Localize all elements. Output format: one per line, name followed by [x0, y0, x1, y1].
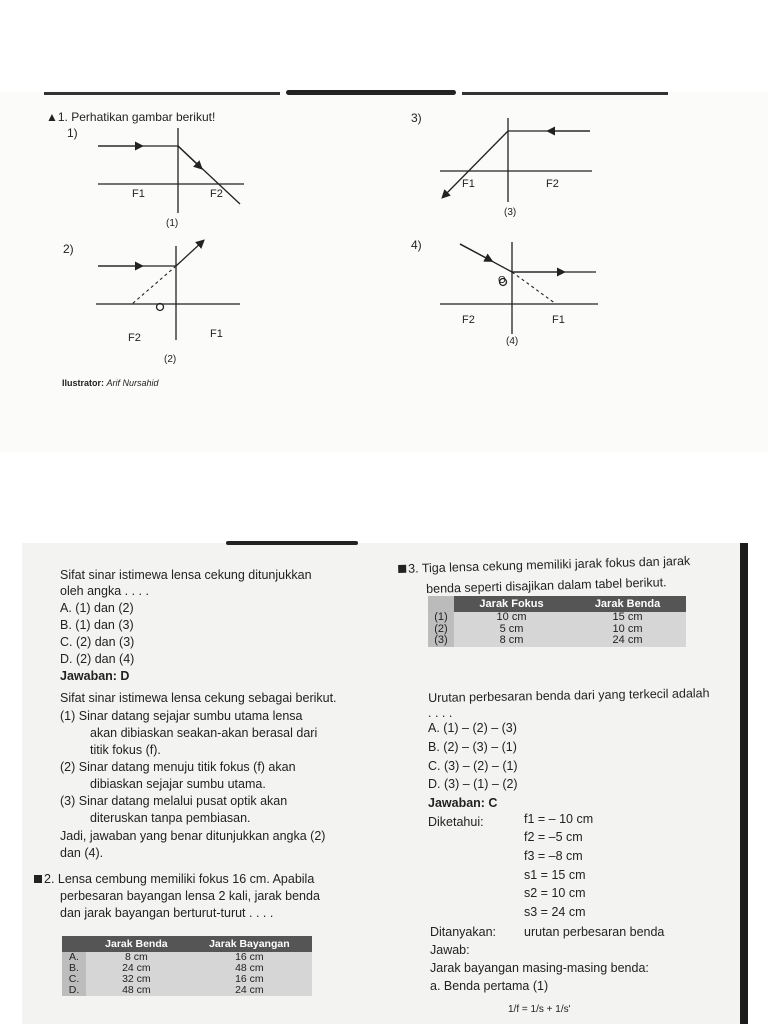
q2-row-b-object: 24 cm [86, 963, 187, 974]
fig4-center-o: O [498, 275, 506, 286]
q1-exp-1a: (1) Sinar datang sejajar sumbu utama lensa [60, 709, 303, 723]
known-f2: f2 = –5 cm [524, 830, 583, 844]
q2-row-c-object: 32 cm [86, 974, 187, 985]
table-row [62, 952, 312, 963]
q3-row-3-object: 24 cm [569, 635, 686, 647]
page-edge-shadow [740, 543, 748, 1024]
fig4-label-f1: F1 [552, 314, 565, 326]
credit-label: Ilustrator: [62, 378, 105, 388]
q1-conclusion-line1: Jadi, jawaban yang benar ditunjukkan angka (2) [60, 829, 326, 843]
fig3-caption: (3) [504, 207, 517, 218]
fig1-caption: (1) [166, 218, 179, 229]
q3-table-header-focal: Jarak Fokus [454, 596, 569, 612]
q2-row-a-image: 16 cm [187, 952, 312, 963]
answer-part-a: a. Benda pertama (1) [430, 979, 549, 993]
q3-table-header-object: Jarak Benda [569, 596, 686, 612]
figure-1-number: 1) [67, 126, 78, 140]
fig4-label-f2: F2 [462, 314, 475, 326]
q1-option-d: D. (2) dan (4) [60, 652, 135, 666]
q2-row-c-image: 16 cm [187, 974, 312, 985]
fig2-caption: (2) [164, 354, 177, 365]
fig1-label-f1: F1 [132, 188, 145, 200]
q2-stem-line1 [34, 872, 314, 887]
q2-row-b-image: 48 cm [187, 963, 312, 974]
q1-conclusion-line2: dan (4). [60, 846, 104, 860]
fig4-caption: (4) [506, 336, 519, 347]
illustrator-credit [62, 378, 159, 388]
page2-header-rule [226, 541, 358, 545]
q3-row-2-focal: 5 cm [454, 624, 569, 636]
q3-data-table [428, 596, 686, 647]
q2-stem-line3: dan jarak bayangan berturut-turut . . . . [60, 906, 274, 920]
q3-prompt-line1: Urutan perbesaran benda dari yang terkecil adalah [428, 686, 710, 705]
q2-answer-table [62, 936, 312, 996]
q2-stem-line2: perbesaran bayangan lensa 2 kali, jarak benda [60, 889, 320, 903]
q3-row-1-focal: 10 cm [454, 612, 569, 624]
q1-stem-line2: oleh angka . . . . [60, 584, 149, 598]
q3-row-2-object: 10 cm [569, 624, 686, 636]
asked-value: urutan perbesaran benda [524, 925, 665, 939]
q2-row-b-label: B. [62, 963, 86, 974]
figure-2-number: 2) [63, 242, 74, 256]
table-row [62, 974, 312, 985]
question-1-title: ▲1. Perhatikan gambar berikut! [46, 110, 216, 124]
q1-stem-line1: Sifat sinar istimewa lensa cekung ditunjukkan [60, 568, 312, 582]
q3-row-3-focal: 8 cm [454, 635, 569, 647]
answer-label: Jawab: [430, 943, 470, 957]
q1-explanation-intro: Sifat sinar istimewa lensa cekung sebagai berikut. [60, 691, 337, 705]
q2-table-header-object-distance: Jarak Benda [86, 936, 187, 952]
figure-1-diagram [98, 128, 244, 213]
q1-answer: Jawaban: D [60, 669, 130, 683]
known-s3: s3 = 24 cm [524, 905, 586, 919]
q3-stem-line2: benda seperti disajikan dalam tabel berikut. [426, 575, 667, 596]
table-row [62, 963, 312, 974]
answer-line: Jarak bayangan masing-masing benda: [430, 961, 649, 975]
q3-row-2-label: (2) [428, 624, 454, 636]
q3-answer: Jawaban: C [428, 796, 498, 810]
q3-row-1-object: 15 cm [569, 612, 686, 624]
q1-exp-1b: akan dibiaskan seakan-akan berasal dari [90, 726, 318, 740]
q3-option-d: D. (3) – (1) – (2) [428, 777, 518, 791]
fig3-label-f1: F1 [462, 178, 475, 190]
q2-stem-text1: 2. Lensa cembung memiliki fokus 16 cm. Apabila [44, 872, 315, 886]
q3-row-1-label: (1) [428, 612, 454, 624]
q3-option-b: B. (2) – (3) – (1) [428, 740, 517, 754]
q1-exp-2a: (2) Sinar datang menuju titik fokus (f) akan [60, 760, 296, 774]
q3-option-a: A. (1) – (2) – (3) [428, 721, 517, 735]
known-s1: s1 = 15 cm [524, 868, 586, 882]
fig2-label-f1: F1 [210, 328, 223, 340]
known-s2: s2 = 10 cm [524, 886, 586, 900]
figure-3-number: 3) [411, 111, 422, 125]
credit-name: Arif Nursahid [106, 378, 159, 388]
table-row [428, 635, 686, 647]
known-label: Diketahui: [428, 815, 484, 829]
q2-row-c-label: C. [62, 974, 86, 985]
question-marker-square [34, 875, 42, 883]
q2-row-d-image: 24 cm [187, 985, 312, 996]
known-f3: f3 = –8 cm [524, 849, 583, 863]
fig3-label-f2: F2 [546, 178, 559, 190]
table-row [62, 985, 312, 996]
q1-exp-2b: dibiaskan sejajar sumbu utama. [90, 777, 266, 791]
q3-row-3-label: (3) [428, 635, 454, 647]
question-marker-square [398, 565, 406, 573]
q1-exp-3a: (3) Sinar datang melalui pusat optik akan [60, 794, 288, 808]
q1-exp-3b: diteruskan tanpa pembiasan. [90, 811, 251, 825]
table-row [428, 624, 686, 636]
q2-row-d-label: D. [62, 985, 86, 996]
q1-exp-1c: titik fokus (f). [90, 743, 161, 757]
figure-2-diagram [96, 242, 240, 340]
q2-row-a-object: 8 cm [86, 952, 187, 963]
q3-option-c: C. (3) – (2) – (1) [428, 759, 518, 773]
q3-table-header-blank [428, 596, 454, 612]
table-row [428, 612, 686, 624]
q1-option-c: C. (2) dan (3) [60, 635, 135, 649]
lens-formula: 1/f = 1/s + 1/s' [508, 1004, 571, 1015]
q2-table-header-blank [62, 936, 86, 952]
fig1-label-f2: F2 [210, 188, 223, 200]
q1-option-b: B. (1) dan (3) [60, 618, 134, 632]
q2-row-d-object: 48 cm [86, 985, 187, 996]
q2-row-a-label: A. [62, 952, 86, 963]
known-f1: f1 = – 10 cm [524, 812, 594, 826]
q2-table-header-image-distance: Jarak Bayangan [187, 936, 312, 952]
q3-stem-text1: 3. Tiga lensa cekung memiliki jarak fokus dan jarak [407, 553, 691, 576]
q1-option-a: A. (1) dan (2) [60, 601, 134, 615]
figure-4-number: 4) [411, 238, 422, 252]
fig2-label-f2: F2 [128, 332, 141, 344]
asked-label: Ditanyakan: [430, 925, 497, 939]
q3-prompt-line2: . . . . [428, 706, 453, 720]
